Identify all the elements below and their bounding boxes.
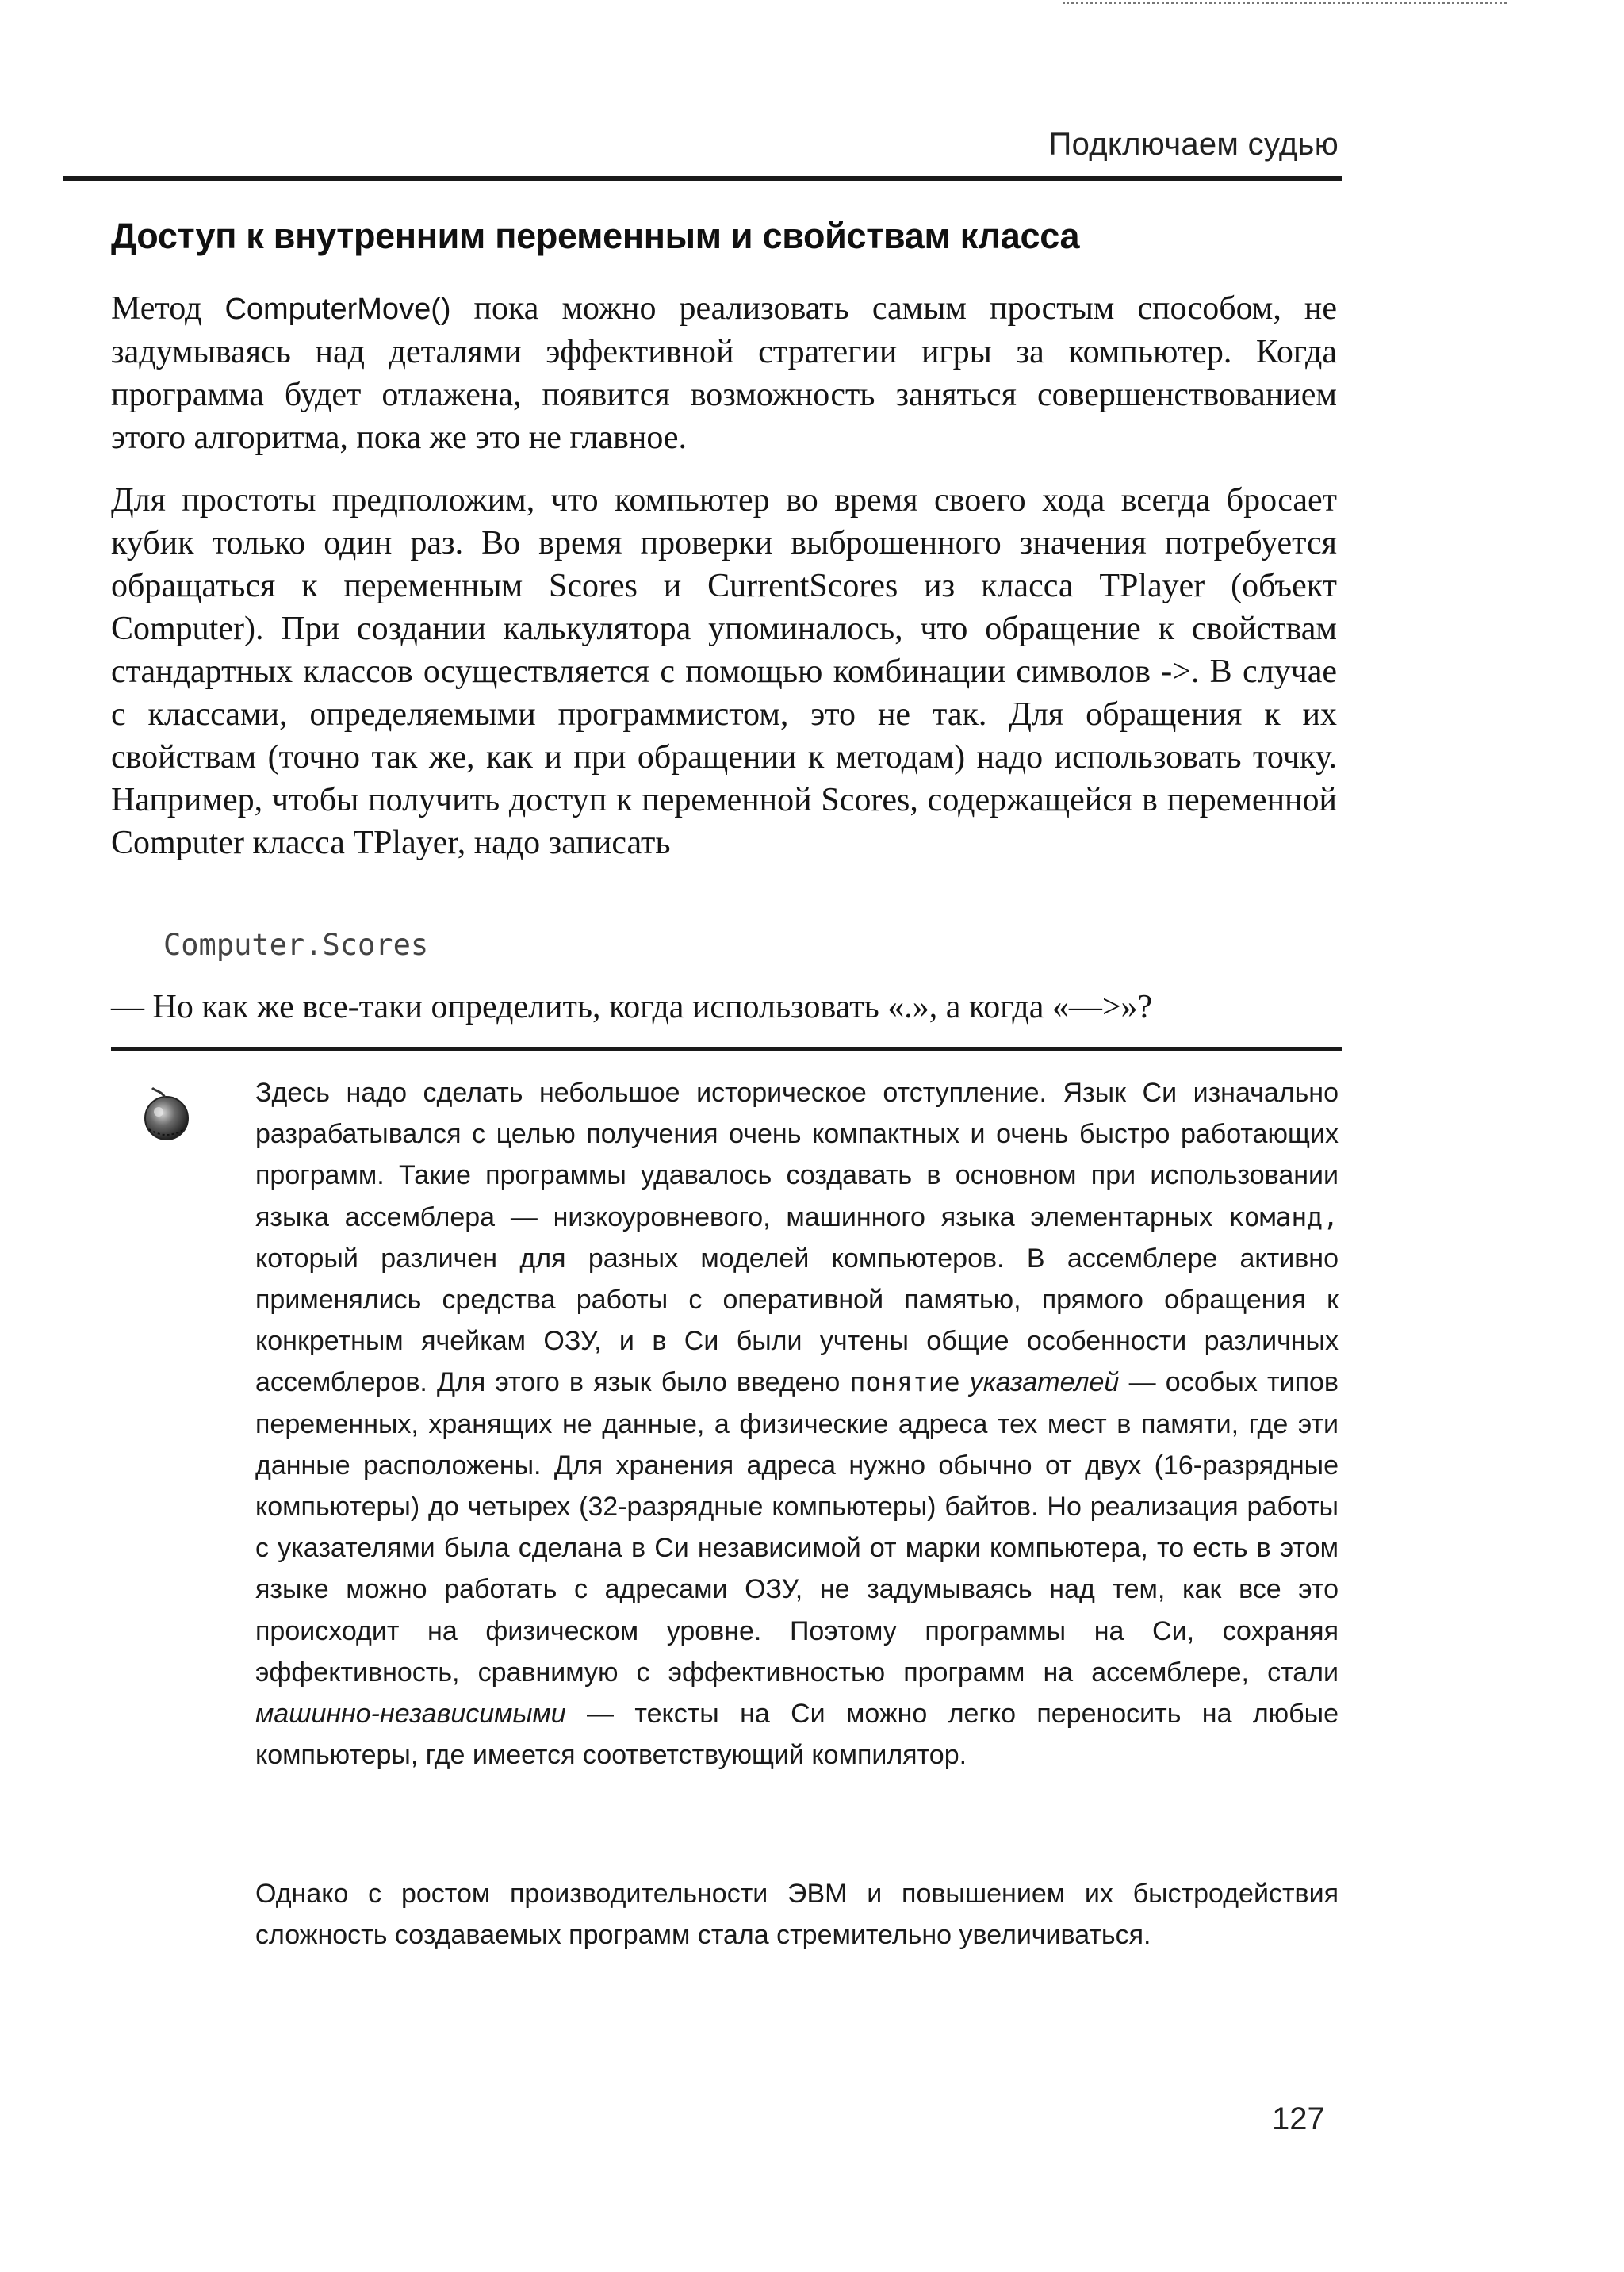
note-text-a: Здесь надо сделать небольшое историческое отступление. Язык Си изначально разрабатывался с целью получения очень компактных и очень быстро работающих программ. Такие программы удавалось создавать в основном при использовании языка ассемблера — низкоуровневого, машинного языка элементарных: [255, 1078, 1339, 1232]
code-example: Computer.Scores: [163, 928, 429, 962]
paragraph-1: [111, 287, 1337, 459]
page-number: 127: [1272, 2102, 1325, 2136]
paragraph-1-lead: Метод: [111, 290, 225, 327]
note-text-d: — тексты на Си можно легко переносить на любые компьютеры, где имеется соответствующий компилятор.: [255, 1699, 1339, 1771]
scan-edge-marks: [1063, 2, 1507, 9]
paragraph-1-rest: пока можно реализовать самым простым способом, не задумываясь над деталями эффективной стратегии игры за компьютер. Когда программа будет отлажена, появится возможность заняться совершенствованием этого алгоритма, пока же это не главное.: [111, 290, 1337, 456]
paragraph-2: Для простоты предположим, что компьютер во время своего хода всегда бросает кубик только один раз. Во время проверки выброшенного значения потребуется обращаться к переменным Scores и CurrentScores из класса TPlayer (объект Computer). При создании калькулятора упоминалось, что обращение к свойствам стандартных классов осуществляется с помощью комбинации символов ->. В случае с классами, определяемыми программистом, это не так. Для обращения к их свойствам (точно так же, как и при обращении к методам) надо использовать точку. Например, чтобы получить доступ к переменной Scores, содержащейся в переменной Computer класса TPlayer, надо записать: [111, 482, 1337, 861]
running-header: Подключаем судью: [1048, 127, 1339, 162]
dialog-question: — Но как же все-таки определить, когда использовать «.», а когда «—>»?: [111, 989, 1153, 1025]
note-emphasis-pointers: указателей: [959, 1367, 1120, 1398]
method-name: ComputerMove(): [224, 293, 451, 326]
section-heading: Доступ к внутренним переменным и свойствам класса: [111, 216, 1080, 256]
note-paragraph-2: Однако с ростом производительности ЭВМ и повышением их быстродействия сложность создаваемых программ стала стремительно увеличиваться.: [255, 1879, 1339, 1951]
note-paragraph-1: [255, 1072, 1339, 1776]
note-text-b: который различен для разных моделей компьютеров. В ассемблере активно применялись средства работы с оперативной памятью, прямого обращения к конкретным ячейкам ОЗУ, и в Си были учтены общие особенности различных ассемблеров. Для этого в язык было введено: [255, 1243, 1339, 1398]
header-rule: [63, 176, 1342, 181]
note-emphasis-machine-independent: машинно-независимыми: [255, 1699, 566, 1730]
note-term-concept: понятие: [849, 1366, 960, 1398]
note-term-commands: команд,: [1228, 1201, 1339, 1232]
note-rule: [111, 1047, 1342, 1051]
note-text-c: — особых типов переменных, хранящих не данные, а физические адреса тех мест в памяти, где эти данные расположены. Для хранения адреса нужно обычно от двух (16-разрядные компьютеры) до четырех (32-разрядные компьютеры) байтов. Но реализация работы с указателями была сделана в Си независимой от марки компьютера, то есть в этом языке можно работать с адресами ОЗУ, не задумываясь над тем, как все это происходит на физическом уровне. Поэтому программы на Си, сохраняя эффективность, сравнимую с эффективностью программ на ассемблере, стали: [255, 1367, 1339, 1688]
bomb-icon: [141, 1085, 193, 1144]
